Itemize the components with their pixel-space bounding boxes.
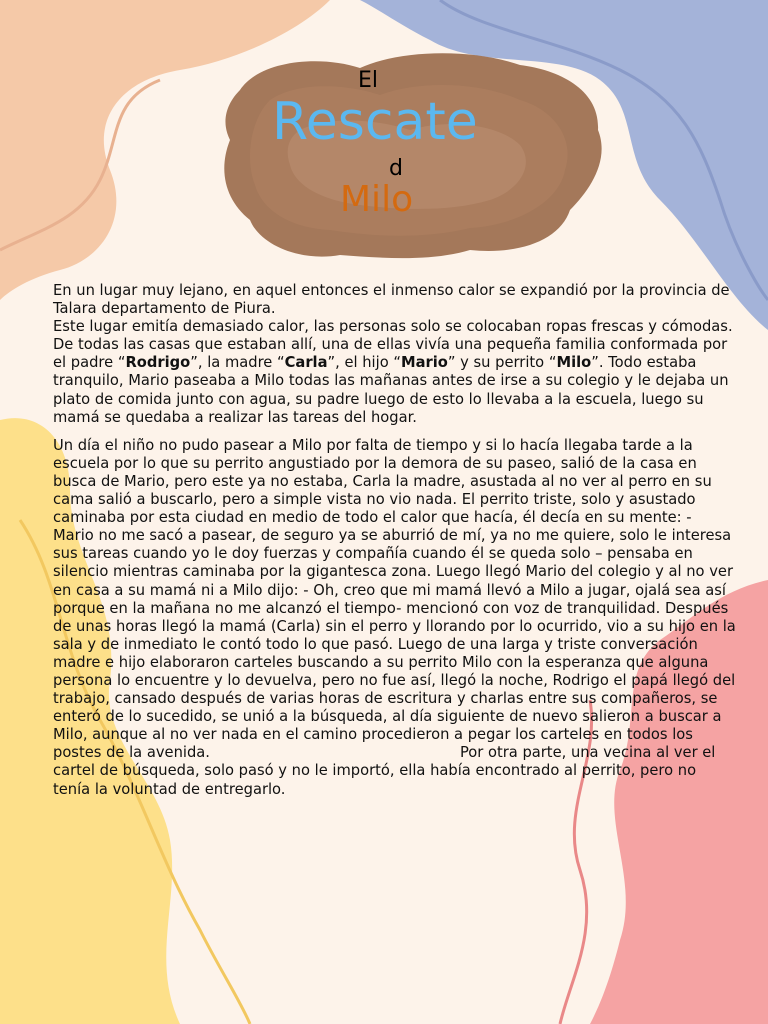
watercolor-stain (224, 53, 601, 258)
story-body (53, 282, 736, 799)
paragraph-family (53, 318, 736, 427)
text-segment: ” y su perrito “ (447, 354, 557, 372)
title-word-el: El (358, 68, 379, 93)
text-segment: ”, la madre “ (190, 354, 285, 372)
name-carla: Carla (284, 354, 328, 372)
text-segment: Un día el niño no pudo pasear a Milo por falta de tiempo y si lo hacía llegaba tarde a la escuela por lo que su perrito angustiado por la demora de su paseo, salió de la casa en busca de Mario, pero este ya no estaba, Carla la madre, asustada al no ver al perro en su cama salió a buscarlo, pero a simple vista no vio nada. El perrito triste, solo y asustado caminaba por esta ciudad en medio de todo el calor que hacía, él decía en su mente: - Mario no me sacó a pasear, de seguro ya se aburrió de mí, ya no me quiere, solo le interesa sus tareas cuando yo le doy fuerzas y compañía cuando él se queda solo – pensaba en silencio mientras caminaba por la gigantesca zona. Luego llegó Mario del colegio y al no ver en casa a su mamá ni a Milo dijo: - Oh, creo que mi mamá llevó a Milo a jugar, ojalá sea así porque en la mañana no me alcanzó el tiempo- mencionó con voz de tranquilidad. Después de unas horas llegó la mamá (Carla) sin el perro y llorando por lo ocurrido, vio a su hijo en la sala y de inmediato le contó todo lo que pasó. Luego de una larga y triste conversación madre e hijo elaboraron carteles buscando a su perrito Milo con la esperanza que alguna persona lo encuentre y lo devuelva, pero no fue así, llegó la noche, Rodrigo el papá llegó del trabajo, cansado después de varias horas de escritura y charlas entre sus compañeros, se enteró de lo sucedido, se unió a la búsqueda, al día siguiente de nuevo salieron a buscar a Milo, aunque al no ver nada en el camino procedieron a pegar los carteles en todos los postes de la avenida. (53, 436, 736, 762)
text-segment: ”. Todo estaba tranquilo, Mario paseaba a Milo todas las mañanas antes de irse a su colegio y le dejaba un plato de comida junto con agua, su padre luego de esto lo llevaba a la escuela, luego su mamá se quedaba a realizar las tareas del hogar. (53, 354, 729, 426)
paragraph-intro: En un lugar muy lejano, en aquel entonces el inmenso calor se expandió por la provincia de Talara departamento de Piura. (53, 282, 730, 318)
title-word-milo: Milo (340, 179, 414, 220)
title-word-rescate: Rescate (272, 92, 478, 152)
paragraph-story (53, 437, 736, 799)
text-segment: Este lugar emitía demasiado calor, las personas solo se colocaban ropas frescas y cómodas. De todas las casas que estaban allí, una de ellas vivía una pequeña familia conformada por el padre “ (53, 318, 733, 372)
name-mario: Mario (400, 354, 448, 372)
text-segment: ”, el hijo “ (327, 354, 401, 372)
text-segment: Por otra parte, una vecina al ver el cartel de búsqueda, solo pasó y no le importó, ella había encontrado al perrito, pero no tenía la voluntad de entregarlo. (53, 744, 716, 798)
name-milo: Milo (556, 354, 592, 372)
title-word-d: d (389, 156, 403, 181)
name-rodrigo: Rodrigo (125, 354, 191, 372)
